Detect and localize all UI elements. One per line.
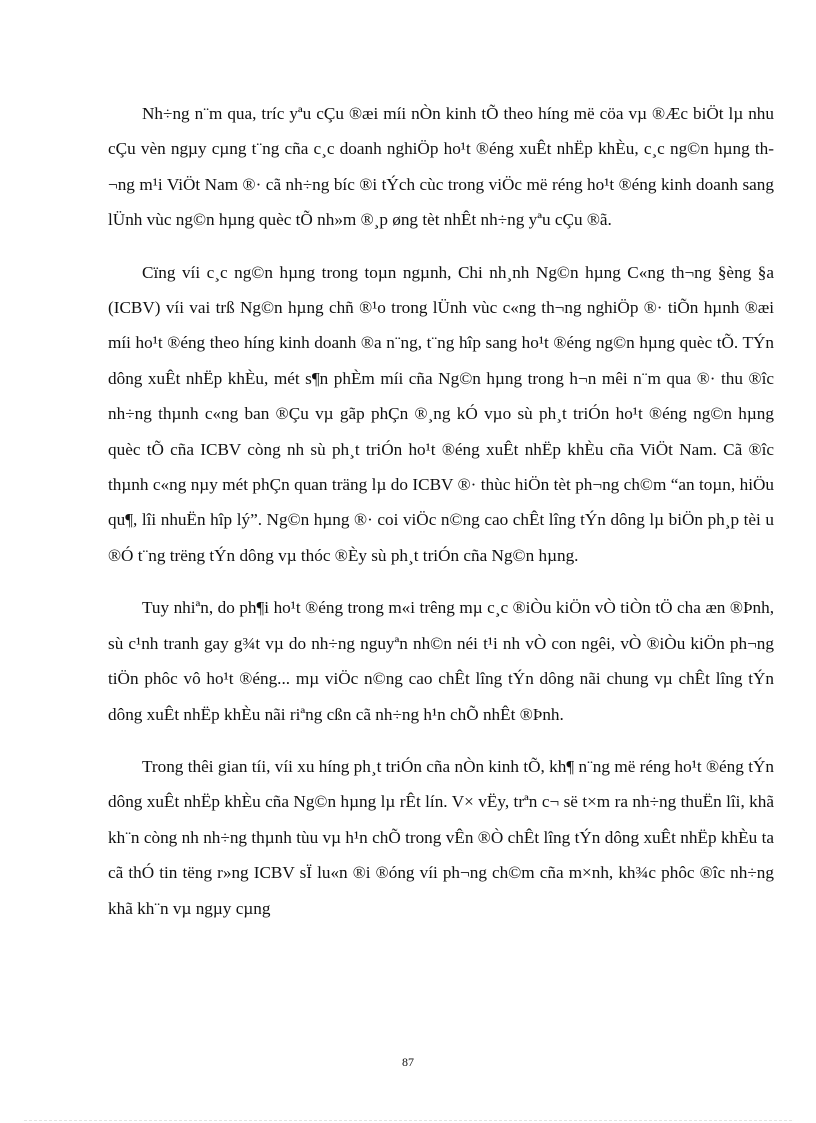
document-page — [108, 96, 774, 943]
paragraph-3: Tuy nhiªn, do ph¶i ho¹t ®éng trong m«i trêng mµ c¸c ®iÒu kiÖn vÒ tiÒn tÖ cha æn ®Þnh, sù c¹nh tranh gay g¾t vµ do nh÷ng nguyªn nh©n néi t¹i nh vÒ con ngêi, vÒ ®iÒu kiÖn ph¬ng tiÖn phôc vô ho¹t ®éng... mµ viÖc n©ng cao chÊt lîng tÝn dông nãi chung vµ chÊt lîng tÝn dông xuÊt nhËp khÈu nãi riªng cßn cã nh÷ng h¹n chÕ nhÊt ®Þnh. — [108, 598, 774, 724]
paragraph-4: Trong thêi gian tíi, víi xu híng ph¸t triÓn cña nÒn kinh tÕ, kh¶ n¨ng më réng ho¹t ®éng tÝn dông xuÊt nhËp khÈu cña Ng©n hµng lµ rÊt lín. V× vËy, trªn c¬ së t×m ra nh÷ng thuËn lîi, khã kh¨n còng nh nh÷ng thµnh tùu vµ h¹n chÕ trong vÊn ®Ò chÊt lîng tÝn dông xuÊt nhËp khÈu ta cã thÓ tin tëng r»ng ICBV sÏ lu«n ®i ®óng víi ph¬ng ch©m cña m×nh, kh¾c phôc ®îc nh÷ng khã kh¨n vµ ngµy cµng — [108, 756, 774, 918]
paragraph-1: Nh÷ng n¨m qua, tríc yªu cÇu ®æi míi nÒn kinh tÕ theo híng më cöa vµ ®Æc biÖt lµ nhu cÇu vèn ngµy cµng t¨ng cña c¸c doanh nghiÖp ho¹t ®éng xuÊt nhËp khÈu, c¸c ng©n hµng th¬ng m¹i ViÖt Nam ®· cã nh÷ng bíc ®i tÝch cùc trong viÖc më réng ho¹t ®éng kinh doanh sang lÜnh vùc ng©n hµng quèc tÕ nh»m ®¸p øng tèt nhÊt nh÷ng yªu cÇu ®ã. — [108, 104, 774, 230]
paragraph-2: Cïng víi c¸c ng©n hµng trong toµn ngµnh, Chi nh¸nh Ng©n hµng C«ng th¬ng §èng §a (ICBV) víi vai trß Ng©n hµng chñ ®¹o trong lÜnh vùc c«ng th¬ng nghiÖp ®· tiÕn hµnh ®æi míi ho¹t ®éng theo híng kinh doanh ®a n¨ng, t¨ng hîp sang ho¹t ®éng ng©n hµng quèc tÕ. TÝn dông xuÊt nhËp khÈu, mét s¶n phÈm míi cña Ng©n hµng trong h¬n mêi n¨m qua ®· thu ®îc nh÷ng thµnh c«ng ban ®Çu vµ gãp phÇn ®¸ng kÓ vµo sù ph¸t triÓn ho¹t ®éng ng©n hµng quèc tÕ cña ICBV còng nh sù ph¸t triÓn ho¹t ®éng xuÊt nhËp khÈu cña ViÖt Nam. Cã ®îc thµnh c«ng nµy mét phÇn quan träng lµ do ICBV ®· thùc hiÖn tèt ph¬ng ch©m “an toµn, hiÖu qu¶, lîi nhuËn hîp lý”. Ng©n hµng ®· coi viÖc n©ng cao chÊt lîng tÝn dông lµ biÖn ph¸p tèi u ®Ó t¨ng trëng tÝn dông vµ thóc ®Èy sù ph¸t triÓn cña Ng©n hµng. — [108, 262, 774, 565]
page-divider — [24, 1120, 792, 1121]
page-number: 87 — [402, 1055, 414, 1069]
